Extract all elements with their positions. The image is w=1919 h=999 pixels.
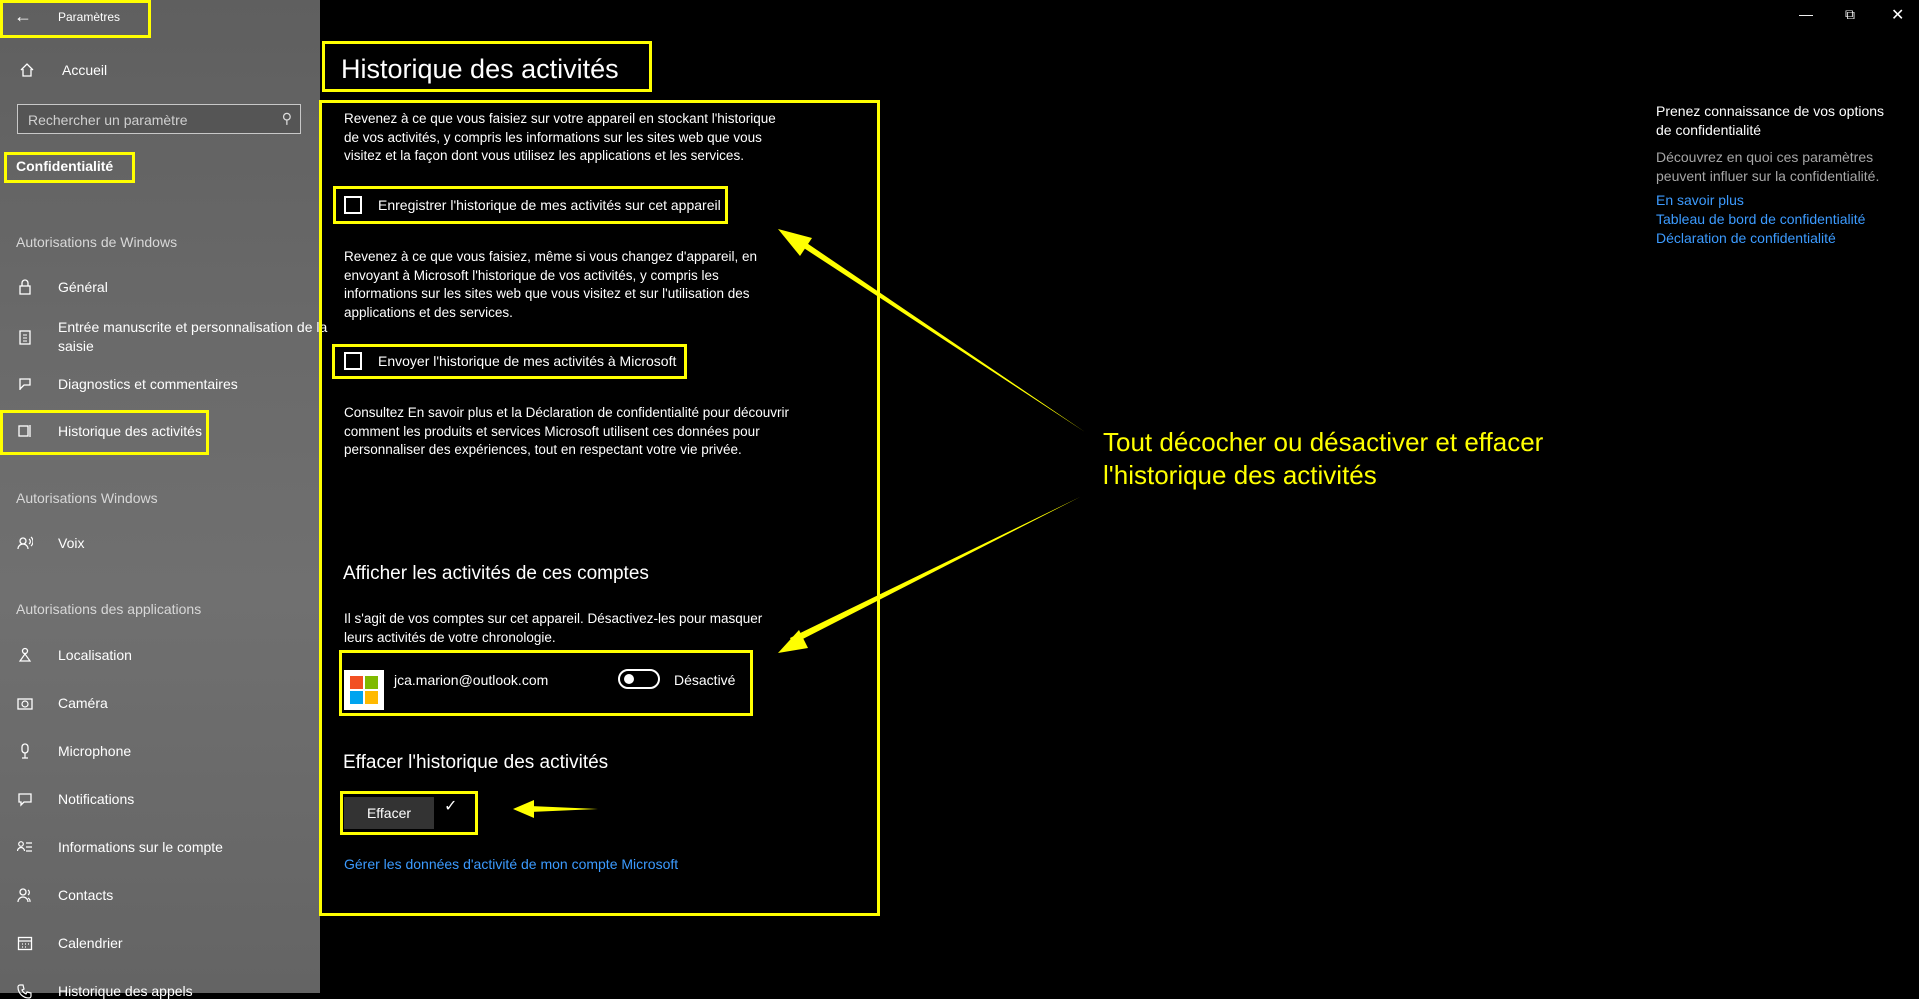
sidebar-item-label: Historique des activités [58, 423, 202, 439]
privacy-dashboard-link[interactable]: Tableau de bord de confidentialité [1656, 211, 1866, 227]
minimize-icon[interactable]: — [1799, 6, 1813, 22]
restore-icon[interactable]: ⧉ [1845, 6, 1855, 22]
privacy-statement-link[interactable]: Déclaration de confidentialité [1656, 230, 1836, 246]
sidebar-item-label: Microphone [58, 743, 132, 759]
sidebar-item-label: Notifications [58, 791, 135, 807]
clear-history-title: Effacer l'historique des activités [343, 752, 609, 773]
arrowhead-checkbox [778, 229, 812, 256]
sidebar-item-label: Historique des appels [58, 983, 193, 999]
arrow-to-account [790, 497, 1080, 644]
arrow-to-clear [530, 806, 598, 812]
page-title: Historique des activités [341, 54, 619, 84]
privacy-text: Consultez En savoir plus et la Déclaration de confidentialité pour découvrir comment les produits et services Microsoft utilisent ces données pour personnaliser des expériences, tout en respectant votre vie privée. [344, 405, 789, 457]
annotation-text: Tout décocher ou désactiver et effacer l'historique des activités [1103, 427, 1544, 490]
sidebar-item-label: Voix [58, 535, 85, 551]
nav-home-label: Accueil [62, 62, 108, 78]
app-title: Paramètres [58, 10, 121, 24]
cloud-history-text: Revenez à ce que vous faisiez, même si vous changez d'appareil, en envoyant à Microsoft l'historique de vos activités, y compris les informations sur les sites web que vous visitez et sur l'utilisation des applications et des services. [344, 249, 758, 320]
arrowhead-clear [513, 800, 534, 818]
sidebar-item-label: Général [58, 279, 108, 295]
clear-history-button[interactable]: Effacer [344, 797, 434, 829]
accounts-section-title: Afficher les activités de ces comptes [343, 563, 649, 584]
sidebar-item-label: Calendrier [58, 935, 123, 951]
sidebar-item-label: Informations sur le compte [58, 839, 223, 855]
checkmark-icon: ✓ [444, 798, 458, 815]
group-header-app-permissions: Autorisations des applications [16, 601, 202, 617]
group-header-windows-permissions-2: Autorisations Windows [16, 490, 158, 506]
store-history-label: Enregistrer l'historique de mes activités sur cet appareil [378, 197, 721, 213]
accounts-text: Il s'agit de vos comptes sur cet appareil. Désactivez-les pour masquer leurs activités de votre chronologie. [344, 611, 763, 645]
sidebar-item-label: Contacts [58, 887, 114, 903]
sidebar-item-label: Diagnostics et commentaires [58, 376, 238, 392]
account-email: jca.marion@outlook.com [394, 672, 549, 688]
sidebar-item-label: Caméra [58, 695, 108, 711]
search-icon[interactable]: ⚲ [281, 110, 292, 126]
activity-intro-text: Revenez à ce que vous faisiez sur votre appareil en stockant l'historique de vos activités, y compris les informations sur les sites web que vous visitez et la façon dont vous utilisez les applications et les services. [344, 111, 776, 163]
send-history-label: Envoyer l'historique de mes activités à Microsoft [378, 353, 677, 369]
privacy-options-heading: Prenez connaissance de vos options de confidentialité [1656, 103, 1885, 138]
sidebar-item-label: Entrée manuscrite et personnalisation de la saisie [58, 319, 328, 354]
arrow-to-checkbox [790, 233, 1085, 432]
sidebar-item-label: Localisation [58, 647, 132, 663]
privacy-options-description: Découvrez en quoi ces paramètres peuvent influer sur la confidentialité. [1656, 149, 1880, 184]
group-header-windows-permissions: Autorisations de Windows [16, 234, 178, 250]
learn-more-link[interactable]: En savoir plus [1656, 192, 1744, 208]
toggle-state-label: Désactivé [674, 672, 736, 688]
manage-activity-data-link[interactable]: Gérer les données d'activité de mon compte Microsoft [344, 856, 679, 872]
back-arrow-icon[interactable]: ← [14, 6, 32, 26]
close-icon[interactable]: ✕ [1891, 7, 1905, 24]
current-section-title: Confidentialité [16, 158, 114, 174]
